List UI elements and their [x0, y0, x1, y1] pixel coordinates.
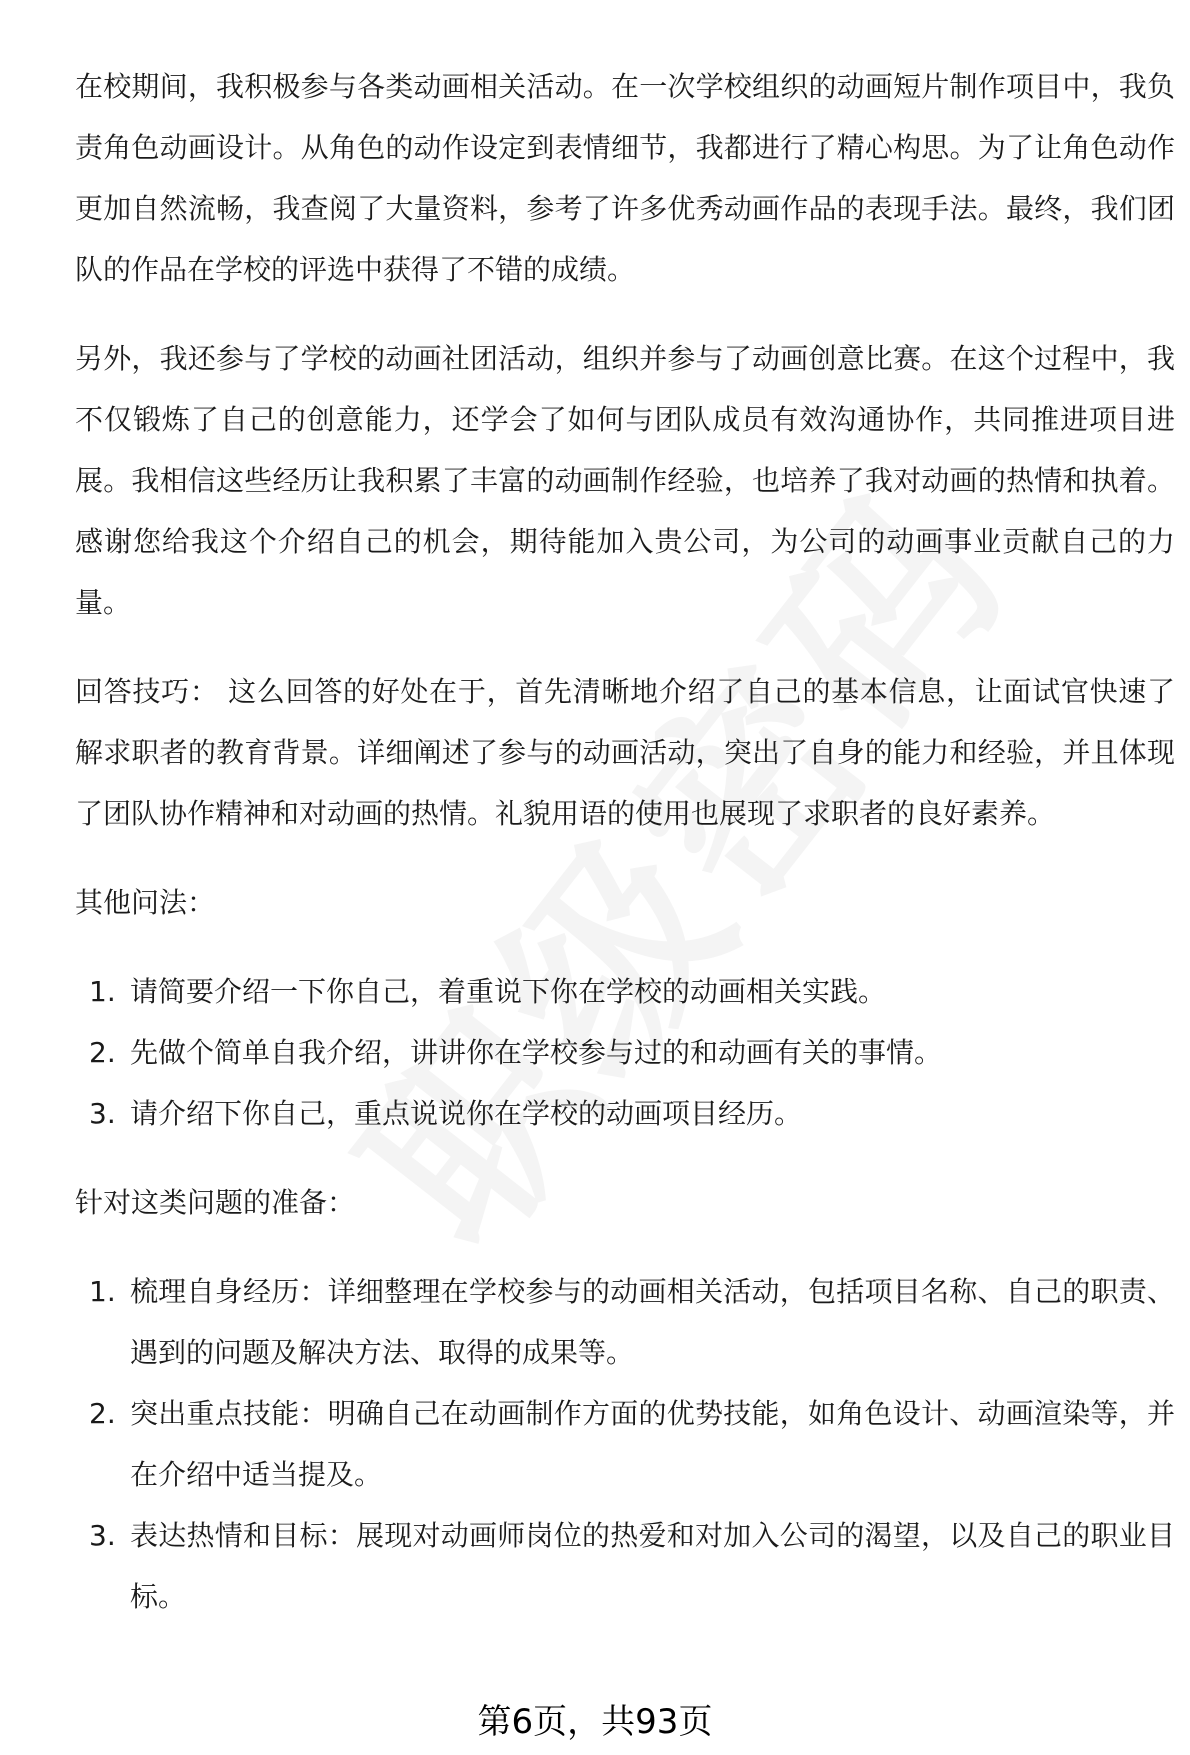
paragraph-club-activities: 另外，我还参与了学校的动画社团活动，组织并参与了动画创意比赛。在这个过程中，我不仅锻炼了自己的创意能力，还学会了如何与团队成员有效沟通协作，共同推进项目进展。我相信这些经历让我积累了丰富的动画制作经验，也培养了我对动画的热情和执着。感谢您给我这个介绍自己的机会，期待能加入贵公司，为公司的动画事业贡献自己的力量。	[75, 342, 1175, 619]
list-item	[75, 1261, 1175, 1383]
list-other-questions	[75, 961, 1175, 1144]
document-body	[75, 56, 1175, 1655]
list-item-number: 1.	[89, 1275, 116, 1308]
paragraph-answer-tips: 回答技巧： 这么回答的好处在于，首先清晰地介绍了自己的基本信息，让面试官快速了解求职者的教育背景。详细阐述了参与的动画活动，突出了自身的能力和经验，并且体现了团队协作精神和对动画的热情。礼貌用语的使用也展现了求职者的良好素养。	[75, 675, 1175, 830]
list-item-text: 突出重点技能：明确自己在动画制作方面的优势技能，如角色设计、动画渲染等，并在介绍中适当提及。	[130, 1397, 1175, 1491]
page-number-footer: 第6页，共93页	[477, 1702, 713, 1742]
list-preparation	[75, 1261, 1175, 1627]
list-item-text: 先做个简单自我介绍，讲讲你在学校参与过的和动画有关的事情。	[130, 1036, 943, 1069]
list-item-number: 1.	[89, 975, 116, 1008]
list-item-text: 请介绍下你自己，重点说说你在学校的动画项目经历。	[130, 1097, 803, 1130]
list-item-number: 2.	[89, 1036, 116, 1069]
heading-preparation: 针对这类问题的准备：	[75, 1186, 356, 1219]
list-item	[75, 1083, 1175, 1144]
list-item-number: 3.	[89, 1519, 116, 1552]
list-item	[75, 1022, 1175, 1083]
list-item-text: 请简要介绍一下你自己，着重说下你在学校的动画相关实践。	[130, 975, 887, 1008]
list-item-text: 表达热情和目标：展现对动画师岗位的热爱和对加入公司的渴望，以及自己的职业目标。	[130, 1519, 1175, 1613]
heading-other-questions: 其他问法：	[75, 886, 216, 919]
list-item-text: 梳理自身经历：详细整理在学校参与的动画相关活动，包括项目名称、自己的职责、遇到的问题及解决方法、取得的成果等。	[130, 1275, 1175, 1369]
list-item	[75, 1383, 1175, 1505]
list-item	[75, 1505, 1175, 1627]
list-item-number: 3.	[89, 1097, 116, 1130]
list-item-number: 2.	[89, 1397, 116, 1430]
paragraph-campus-activities: 在校期间，我积极参与各类动画相关活动。在一次学校组织的动画短片制作项目中，我负责角色动画设计。从角色的动作设定到表情细节，我都进行了精心构思。为了让角色动作更加自然流畅，我查阅了大量资料，参考了许多优秀动画作品的表现手法。最终，我们团队的作品在学校的评选中获得了不错的成绩。	[75, 70, 1175, 286]
list-item	[75, 961, 1175, 1022]
